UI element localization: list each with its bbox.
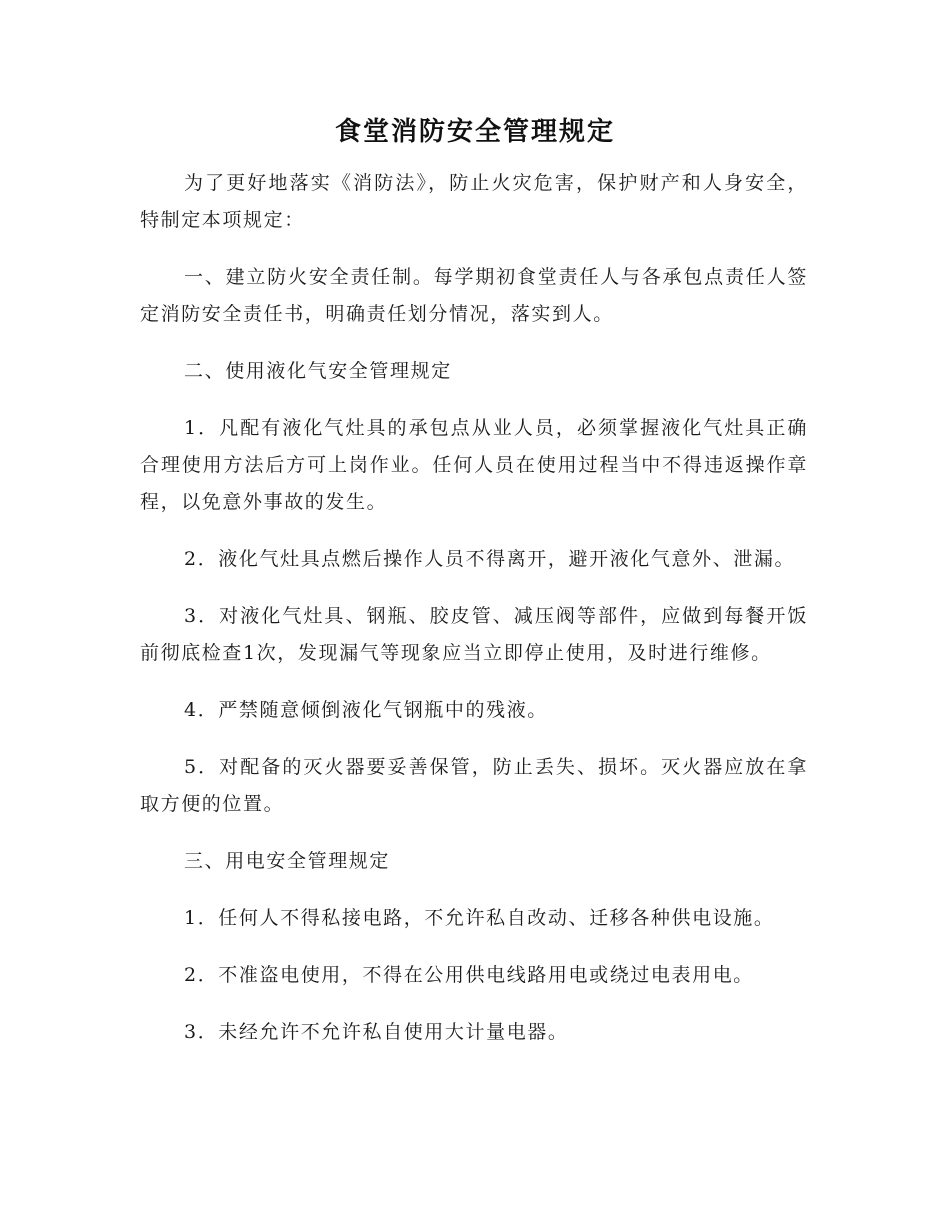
document-title: 食堂消防安全管理规定 xyxy=(334,117,615,147)
section-3-item-3: 3．未经允许不允许私自使用大计量电器。 xyxy=(184,1021,569,1043)
section-3-heading: 三、用电安全管理规定 xyxy=(184,850,391,872)
section-3-item-1: 1．任何人不得私接电路，不允许私自改动、迁移各种供电设施。 xyxy=(184,907,775,929)
section-1-paragraph: 一、建立防火安全责任制。每学期初食堂责任人与各承包点责任人签定消防安全责任书，明确责任划分情况，落实到人。 xyxy=(140,266,808,325)
section-2-heading: 二、使用液化气安全管理规定 xyxy=(184,360,452,382)
section-2-item-2: 2．液化气灶具点燃后操作人员不得离开，避开液化气意外、泄漏。 xyxy=(184,548,796,570)
section-2-item-4: 4．严禁随意倾倒液化气钢瓶中的残液。 xyxy=(184,699,548,721)
intro-paragraph: 为了更好地落实《消防法》，防止火灾危害，保护财产和人身安全，特制定本项规定： xyxy=(140,172,808,231)
section-3-item-2: 2．不准盗电使用，不得在公用供电线路用电或绕过电表用电。 xyxy=(184,964,754,986)
section-2-item-5: 5．对配备的灭火器要妥善保管，防止丢失、损坏。灭火器应放在拿取方便的位置。 xyxy=(140,756,808,815)
section-2-item-3: 3．对液化气灶具、钢瓶、胶皮管、减压阀等部件，应做到每餐开饭前彻底检查1次，发现漏气等现象应当立即停止使用，及时进行维修。 xyxy=(140,605,808,664)
section-2-item-1: 1．凡配有液化气灶具的承包点从业人员，必须掌握液化气灶具正确合理使用方法后方可上岗作业。任何人员在使用过程当中不得违返操作章程，以免意外事故的发生。 xyxy=(140,417,808,513)
document-body xyxy=(140,165,808,1071)
